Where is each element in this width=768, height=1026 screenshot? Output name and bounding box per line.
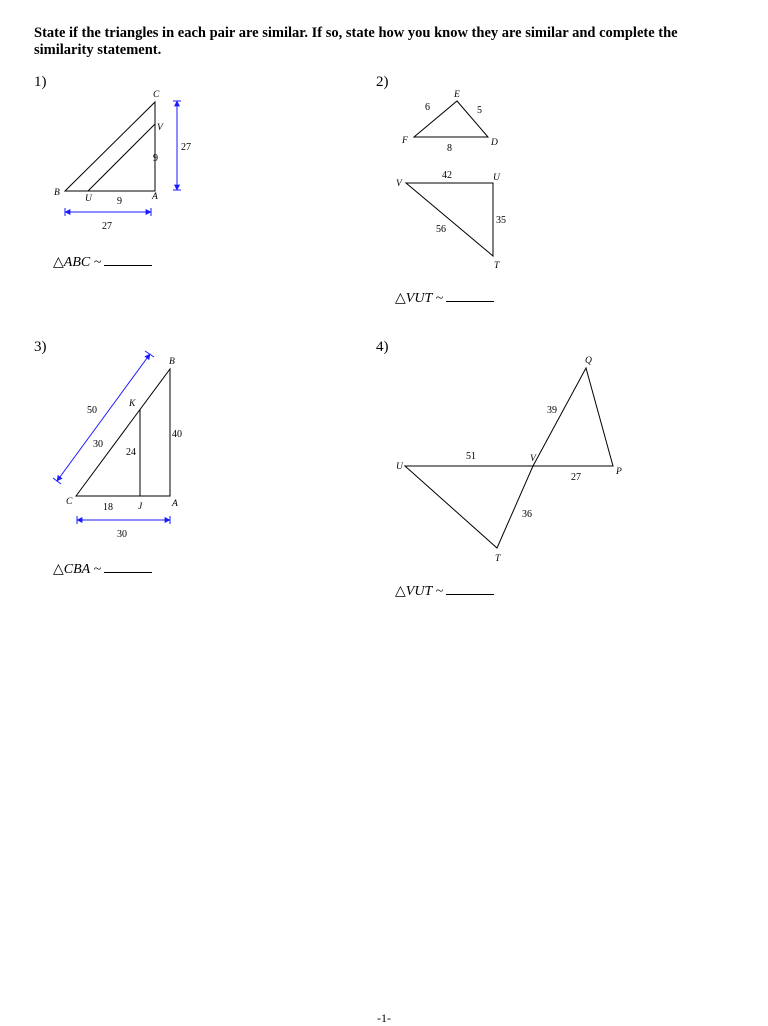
figure-2 — [396, 90, 506, 271]
figure-4 — [396, 356, 622, 564]
vertex-label-d: D — [491, 138, 498, 148]
triangle-vut — [406, 183, 493, 256]
answer-blank-2[interactable] — [446, 289, 494, 302]
vertex-label-k3: K — [129, 399, 136, 409]
measure-ba3: 40 — [172, 429, 182, 440]
vertex-label-c: C — [153, 90, 160, 100]
figure-3 — [53, 351, 182, 540]
triangle-vqp — [533, 368, 613, 466]
statement-text: VUT ~ — [405, 584, 444, 599]
triangle-symbol: △ — [395, 291, 406, 306]
vertex-label-u: U — [85, 194, 92, 204]
measure-ut: 35 — [496, 215, 506, 226]
measure-ca3: 30 — [117, 529, 127, 540]
statement-text: ABC ~ — [63, 255, 102, 270]
answer-blank-1[interactable] — [104, 253, 152, 266]
measure-vt: 56 — [436, 224, 446, 235]
vertex-label-u2: U — [493, 173, 500, 183]
problem-number-4: 4) — [376, 339, 389, 355]
vertex-label-a3: A — [172, 499, 178, 509]
vertex-label-c3: C — [66, 497, 73, 507]
vertex-label-u4: U — [396, 462, 403, 472]
problem-number-2: 2) — [376, 74, 389, 90]
measure-kj: 24 — [126, 447, 136, 458]
triangle-symbol: △ — [53, 255, 64, 270]
similarity-statement-1 — [53, 253, 152, 271]
vertex-label-v4: V — [530, 454, 536, 464]
page-number: -1- — [377, 1011, 391, 1025]
vertex-label-e: E — [454, 90, 460, 100]
vertex-label-t2: T — [494, 261, 500, 271]
vertex-label-t4: T — [495, 554, 501, 564]
measure-fe: 6 — [425, 102, 430, 113]
measure-cb: 50 — [87, 405, 97, 416]
dimension-line-cb — [57, 354, 150, 481]
measure-uv: 51 — [466, 451, 476, 462]
triangle-symbol: △ — [395, 584, 406, 599]
triangle-abc — [65, 102, 155, 191]
vertex-label-a: A — [152, 192, 158, 202]
triangle-cba — [76, 369, 170, 496]
figure-1 — [54, 90, 191, 232]
triangle-vut4 — [405, 466, 533, 548]
measure-ua: 9 — [117, 196, 122, 207]
dimension-tick-cb-top — [145, 351, 154, 357]
measure-ba: 27 — [102, 221, 112, 232]
vertex-label-f: F — [402, 136, 408, 146]
vertex-label-j3: J — [138, 502, 143, 512]
measure-va: 9 — [153, 153, 158, 164]
vertex-label-b3: B — [169, 357, 175, 367]
statement-text: CBA ~ — [63, 562, 102, 577]
vertex-label-b: B — [54, 188, 60, 198]
measure-vt4: 36 — [522, 509, 532, 520]
segment-uv — [88, 124, 155, 191]
similarity-statement-4 — [395, 582, 494, 600]
statement-text: VUT ~ — [405, 291, 444, 306]
vertex-label-p4: P — [616, 467, 622, 477]
vertex-label-v2: V — [396, 179, 402, 189]
measure-ca: 27 — [181, 142, 191, 153]
vertex-label-v: V — [157, 123, 163, 133]
similarity-statement-3 — [53, 560, 152, 578]
measure-fd: 8 — [447, 143, 452, 154]
problem-number-3: 3) — [34, 339, 47, 355]
measure-cj: 18 — [103, 502, 113, 513]
triangle-symbol: △ — [53, 562, 64, 577]
vertex-label-q4: Q — [585, 356, 592, 366]
problem-number-1: 1) — [34, 74, 47, 90]
measure-ed: 5 — [477, 105, 482, 116]
answer-blank-3[interactable] — [104, 560, 152, 573]
measure-qv: 39 — [547, 405, 557, 416]
similarity-statement-2 — [395, 289, 494, 307]
instructions: State if the triangles in each pair are similar. If so, state how you know they are similar and complete the similarity statement. — [34, 25, 678, 58]
measure-ck: 30 — [93, 439, 103, 450]
measure-vu: 42 — [442, 170, 452, 181]
measure-vp: 27 — [571, 472, 581, 483]
dimension-tick-cb-bottom — [53, 478, 61, 484]
answer-blank-4[interactable] — [446, 582, 494, 595]
